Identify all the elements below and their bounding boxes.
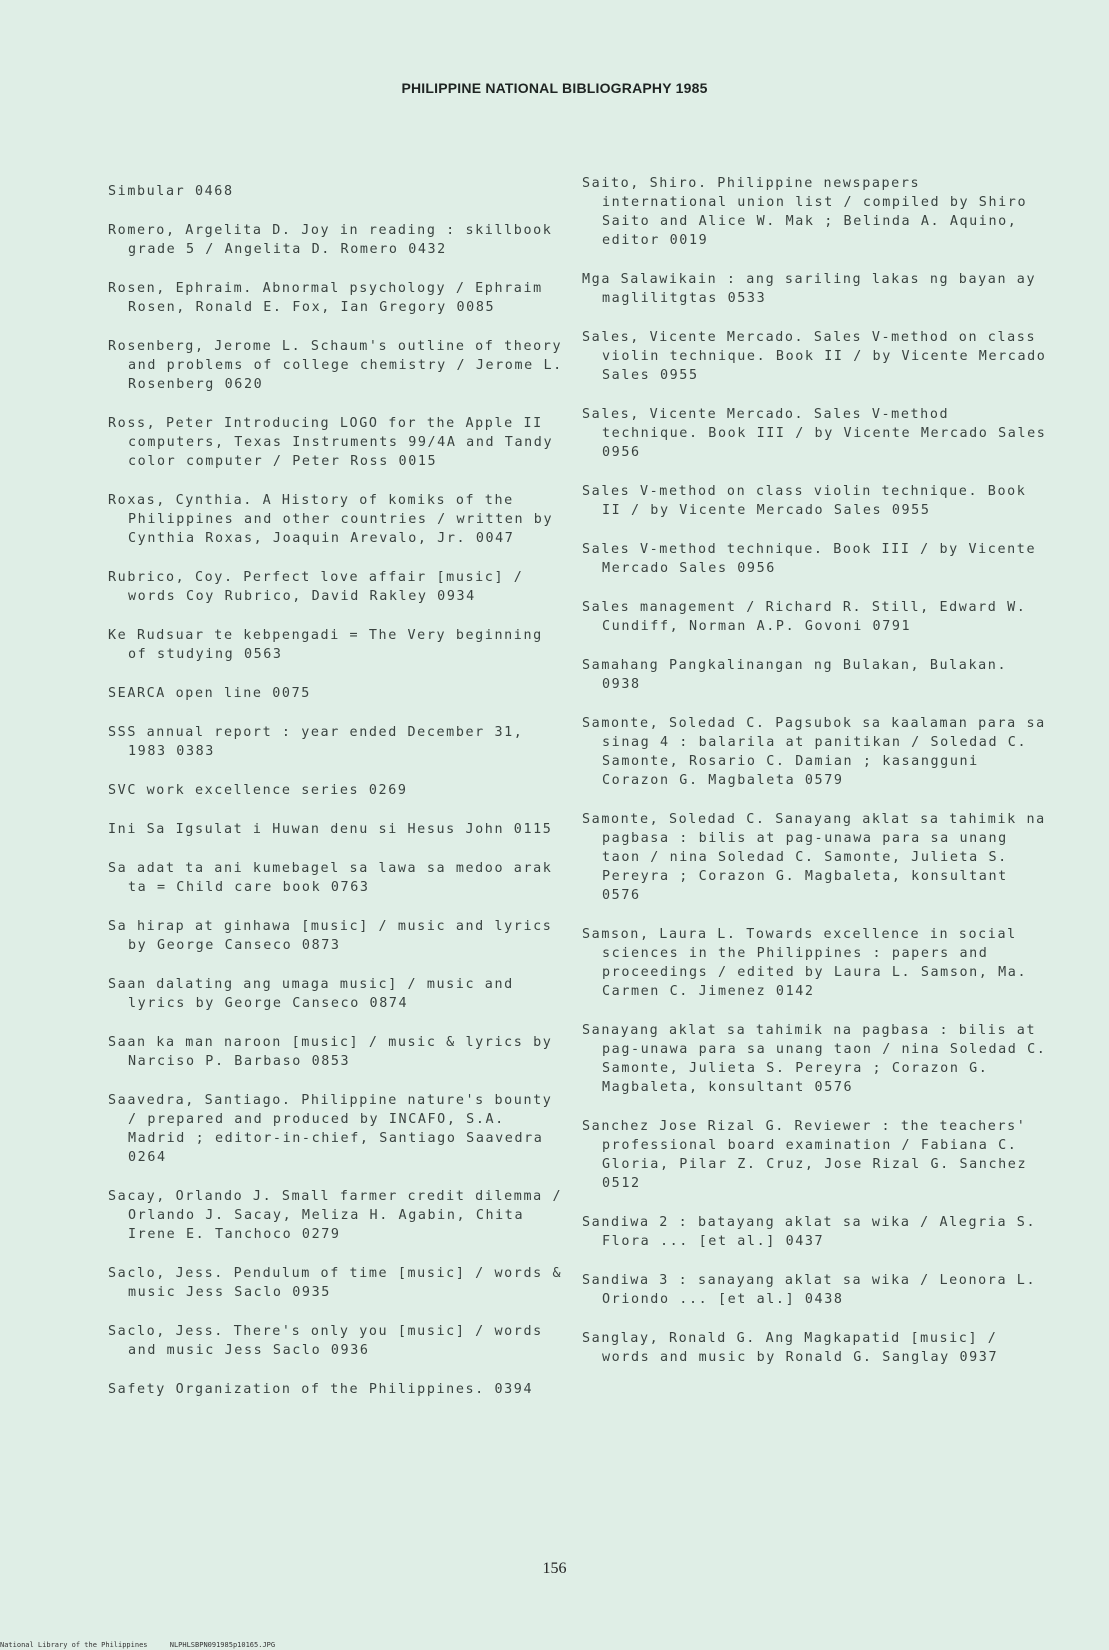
bibliography-entry: Mga Salawikain : ang sariling lakas ng bayan ay maglilitgtas 0533 [582,272,1037,306]
bibliography-entry: Sa hirap at ginhawa [music] / music and lyrics by George Canseco 0873 [108,919,553,953]
bibliography-entry: Sanchez Jose Rizal G. Reviewer : the teachers' professional board examination / Fabiana C. Gloria, Pilar Z. Cruz, Jose Rizal G. Sanchez 0512 [582,1119,1028,1191]
bibliography-entry: Rosenberg, Jerome L. Schaum's outline of theory and problems of college chemistry / Jerome L. Rosenberg 0620 [108,339,563,392]
bibliography-entry: Saavedra, Santiago. Philippine nature's bounty / prepared and produced by INCAFO, S.A. Madrid ; editor-in-chief, Santiago Saavedra 0264 [108,1093,553,1165]
right-column [582,174,1052,1387]
bibliography-entry: Ke Rudsuar te kebpengadi = The Very beginning of studying 0563 [108,628,543,662]
bibliography-entry: Safety Organization of the Philippines. 0394 [108,1382,534,1397]
footer-source: National Library of the Philippines [0,1641,148,1649]
bibliography-entry: Simbular 0468 [108,184,234,199]
bibliography-entry: Rosen, Ephraim. Abnormal psychology / Ephraim Rosen, Ronald E. Fox, Ian Gregory 0085 [108,281,543,315]
bibliography-entry: Sanglay, Ronald G. Ang Magkapatid [music] / words and music by Ronald G. Sanglay 0937 [582,1331,999,1365]
bibliography-entry: Sandiwa 2 : batayang aklat sa wika / Alegria S. Flora ... [et al.] 0437 [582,1215,1037,1249]
bibliography-entry: Ross, Peter Introducing LOGO for the Apple II computers, Texas Instruments 99/4A and Tandy color computer / Peter Ross 0015 [108,416,554,469]
bibliography-entry: SEARCA open line 0075 [108,686,311,701]
left-column [108,182,563,1419]
bibliography-entry: Saclo, Jess. Pendulum of time [music] / words & music Jess Saclo 0935 [108,1266,563,1300]
page-number: 156 [542,1560,567,1577]
bibliography-entry: Samahang Pangkalinangan ng Bulakan, Bulakan. 0938 [582,658,1008,692]
bibliography-entry: Sales, Vicente Mercado. Sales V-method on class violin technique. Book II / by Vicente Mercado Sales 0955 [582,330,1047,383]
bibliography-entry: Samonte, Soledad C. Pagsubok sa kaalaman para sa sinag 4 : balarila at panitikan / Soledad C. Samonte, Rosario C. Damian ; kasangguni Corazon G. Magbaleta 0579 [582,716,1046,788]
page-header: PHILIPPINE NATIONAL BIBLIOGRAPHY 1985 [401,80,708,96]
bibliography-entry: Sales management / Richard R. Still, Edward W. Cundiff, Norman A.P. Govoni 0791 [582,600,1027,634]
bibliography-entry: Sales, Vicente Mercado. Sales V-method technique. Book III / by Vicente Mercado Sales 0956 [582,407,1047,460]
bibliography-entry: Saclo, Jess. There's only you [music] / words and music Jess Saclo 0936 [108,1324,543,1358]
bibliography-entry: Saan ka man naroon [music] / music & lyrics by Narciso P. Barbaso 0853 [108,1035,553,1069]
footer-file: NLPHLSBPN091985p10165.JPG [169,1641,276,1649]
bibliography-entry: SVC work excellence series 0269 [108,783,408,798]
bibliography-entry: SSS annual report : year ended December 31, 1983 0383 [108,725,524,759]
bibliography-entry: Sanayang aklat sa tahimik na pagbasa : bilis at pag-unawa para sa unang taon / nina Soledad C. Samonte, Julieta S. Pereyra ; Corazon G. Magbaleta, konsultant 0576 [582,1023,1047,1095]
bibliography-entry: Saan dalating ang umaga music] / music and lyrics by George Canseco 0874 [108,977,514,1011]
footer [0,1641,293,1649]
bibliography-entry: Saito, Shiro. Philippine newspapers international union list / compiled by Shiro Saito and Alice W. Mak ; Belinda A. Aquino, editor 0019 [582,176,1028,248]
bibliography-entry: Sacay, Orlando J. Small farmer credit dilemma / Orlando J. Sacay, Meliza H. Agabin, Chita Irene E. Tanchoco 0279 [108,1189,563,1242]
bibliography-entry: Sandiwa 3 : sanayang aklat sa wika / Leonora L. Oriondo ... [et al.] 0438 [582,1273,1037,1307]
bibliography-entry: Samson, Laura L. Towards excellence in social sciences in the Philippines : papers and proceedings / edited by Laura L. Samson, Ma. Carmen C. Jimenez 0142 [582,927,1028,999]
bibliography-entry: Sales V-method on class violin technique. Book II / by Vicente Mercado Sales 0955 [582,484,1027,518]
bibliography-entry: Romero, Argelita D. Joy in reading : skillbook grade 5 / Angelita D. Romero 0432 [108,223,553,257]
bibliography-entry: Ini Sa Igsulat i Huwan denu si Hesus John 0115 [108,822,553,837]
bibliography-entry: Sales V-method technique. Book III / by Vicente Mercado Sales 0956 [582,542,1037,576]
bibliography-entry: Roxas, Cynthia. A History of komiks of the Philippines and other countries / written by Cynthia Roxas, Joaquin Arevalo, Jr. 0047 [108,493,554,546]
bibliography-entry: Rubrico, Coy. Perfect love affair [music] / words Coy Rubrico, David Rakley 0934 [108,570,524,604]
bibliography-entry: Sa adat ta ani kumebagel sa lawa sa medoo arak ta = Child care book 0763 [108,861,553,895]
bibliography-entry: Samonte, Soledad C. Sanayang aklat sa tahimik na pagbasa : bilis at pag-unawa para sa unang taon / nina Soledad C. Samonte, Julieta S. Pereyra ; Corazon G. Magbaleta, konsultant 0576 [582,812,1046,903]
